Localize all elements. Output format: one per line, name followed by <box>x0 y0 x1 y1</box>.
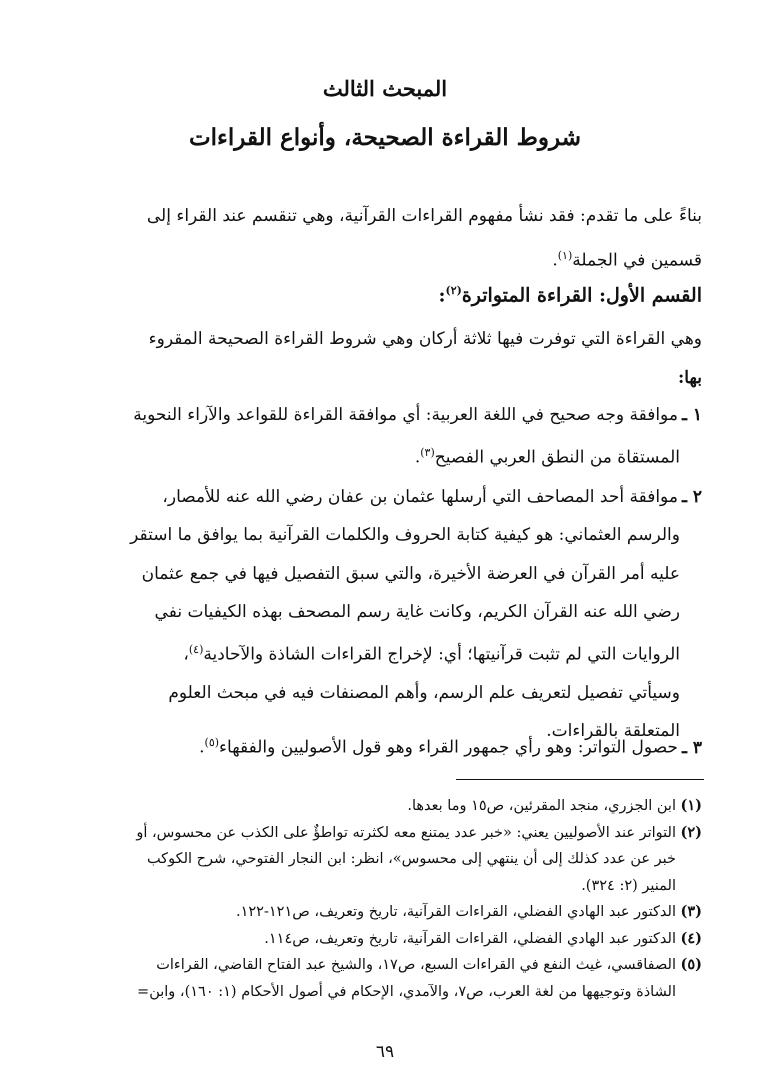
item-number: ١ ـ <box>681 405 702 425</box>
footnote-1-text: ابن الجزري، منجد المقرئين، ص١٥ وما بعدها. <box>407 798 676 814</box>
footnote-ref-3[interactable]: (٣) <box>420 446 435 459</box>
chapter-title: المبحث الثالث <box>322 76 448 101</box>
item-2-line-4: رضي الله عنه القرآن الكريم، وكانت غاية رسم المصحف بهذه الكيفيات نفي <box>154 601 680 622</box>
item-3-end: . <box>199 737 205 758</box>
footnote-2-text-3: المنير (٢: ٣٢٤). <box>581 877 676 894</box>
intro-line-2-end: . <box>552 250 558 271</box>
list-item <box>68 396 702 477</box>
section-paragraph <box>68 320 702 398</box>
footnote-5 <box>68 952 702 979</box>
footnote-ref-5[interactable]: (٥) <box>204 736 220 749</box>
item-2-line-3: عليه أمر القرآن في العرضة الأخيرة، والتي سبق التفصيل فيها في جمع عثمان <box>141 563 680 584</box>
footnote-2-text-2: خبر عن عدد كذلك إلى أن ينتهي إلى محسوس»، انظر: ابن النجار الفتوحي، شرح الكوكب <box>146 851 676 867</box>
para-line-1: وهي القراءة التي توفرت فيها ثلاثة أركان وهي شروط القراءة الصحيحة المقروء <box>148 329 702 349</box>
item-1-line-2 <box>68 434 702 477</box>
item-2-line-5 <box>68 631 702 674</box>
item-2-line-6: وسيأتي تفصيل لتعريف علم الرسم، وأهم المصنفات فيه في مبحث العلوم <box>168 683 680 704</box>
item-3-text-1: حصول التواتر: وهو رأي جمهور القراء وهو قول الأصوليين والفقهاء <box>219 737 678 758</box>
footnote-5-text-2: الشاذة وتوجيهها من لغة العرب، ص٧، والآمدي، الإحكام في أصول الأحكام (١: ١٦٠)، وابن= <box>137 983 676 1000</box>
intro-line-2 <box>68 236 702 281</box>
para-line-2: بها: <box>677 368 702 388</box>
footnote-2-text-1: التواتر عند الأصوليين يعني: «خبر عدد يمتنع معه لكثرته تواطؤٌ على الكذب عن محسوس، أو <box>136 824 676 841</box>
section-end: : <box>438 284 446 307</box>
item-2-line-7: المتعلقة بالقراءات. <box>546 721 680 742</box>
item-1-text-2: المستقاة من النطق العربي الفصيح <box>434 447 680 468</box>
footnote-4 <box>68 926 702 953</box>
intro-paragraph <box>68 196 702 281</box>
footnote-number: (١) <box>680 797 702 814</box>
item-number: ٢ ـ <box>681 487 702 507</box>
footnote-2-line-2 <box>68 846 702 873</box>
page-number: ٦٩ <box>375 1042 395 1062</box>
item-number: ٣ ـ <box>681 737 702 758</box>
footnote-5-line-2 <box>68 979 702 1006</box>
footnote-2-line-3 <box>68 873 702 900</box>
item-1-text-1: موافقة وجه صحيح في اللغة العربية: أي موافقة القراءة للقواعد والآراء النحوية <box>133 405 678 425</box>
footnote-divider <box>456 779 704 780</box>
footnote-5-text-1: الصفاقسي، غيث النفع في القراءات السبع، ص١٧، والشيخ عبد الفتاح القاضي، القراءات <box>156 957 676 973</box>
item-3-line-1 <box>68 728 702 763</box>
footnote-1 <box>68 793 702 820</box>
footnote-4-text: الدكتور عبد الهادي الفضلي، القراءات القرآنية، تاريخ وتعريف، ص١١٤. <box>264 930 676 947</box>
chapter-subtitle: شروط القراءة الصحيحة، وأنواع القراءات <box>189 124 581 151</box>
footnote-ref-1[interactable]: (١) <box>557 249 573 262</box>
item-2-text-1: موافقة أحد المصاحف التي أرسلها عثمان بن عفان رضي الله عنه للأمصار، <box>162 487 678 507</box>
item-1-end: . <box>414 447 421 468</box>
footnote-number: (٣) <box>680 903 702 920</box>
footnote-2 <box>68 820 702 847</box>
list-item <box>68 728 702 763</box>
footnote-3 <box>68 899 702 926</box>
item-2-line-1 <box>68 478 702 516</box>
item-1-line-1 <box>68 396 702 434</box>
intro-line-2-text: قسمين في الجملة <box>572 250 702 271</box>
item-2-ref-end: ، <box>183 644 189 665</box>
section-heading <box>68 276 702 310</box>
section-title: القسم الأول: القراءة المتواترة <box>461 284 702 307</box>
item-2-line-2: والرسم العثماني: هو كيفية كتابة الحروف والكلمات القرآنية بما يوافق ما استقر <box>130 525 680 546</box>
footnote-ref-4[interactable]: (٤) <box>188 643 204 657</box>
footnote-ref-2[interactable]: (٢) <box>445 284 462 297</box>
footnote-3-text: الدكتور عبد الهادي الفضلي، القراءات القرآنية، تاريخ وتعريف، ص١٢١-١٢٢. <box>235 904 676 920</box>
footnote-number: (٤) <box>680 929 702 947</box>
footnote-number: (٢) <box>680 823 702 841</box>
footnote-number: (٥) <box>680 956 702 973</box>
footnotes <box>68 793 702 1005</box>
item-2-text-5: الروايات التي لم تثبت قرآنيتها؛ أي: لإخراج القراءات الشاذة والآحادية <box>203 644 680 665</box>
list-item <box>68 478 702 751</box>
intro-line-1: بناءً على ما تقدم: فقد نشأ مفهوم القراءات القرآنية، وهي تنقسم عند القراء إلى <box>146 206 702 226</box>
